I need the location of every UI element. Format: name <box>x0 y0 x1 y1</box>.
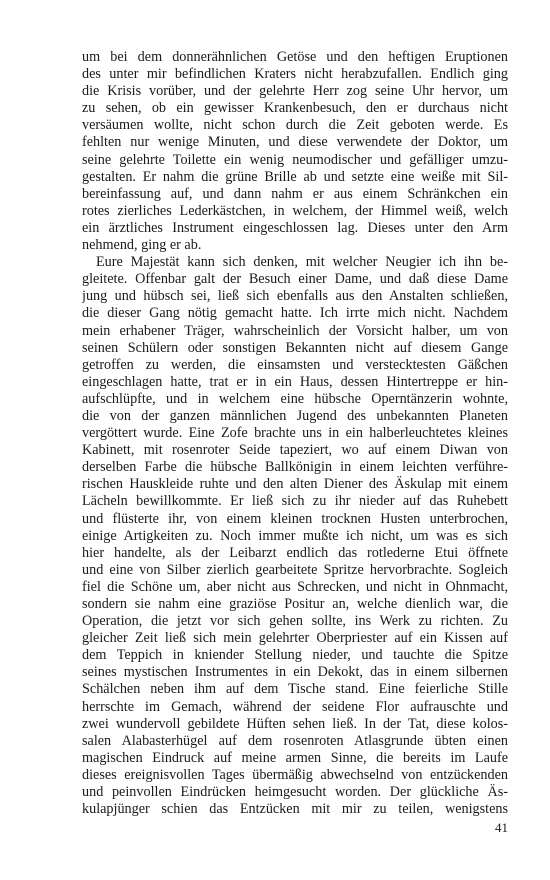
text-line: dem Teppich in kniender Stellung nieder, und tauchte die Spitze <box>82 647 508 664</box>
text-line: gleicher Zeit ließ sich mein gelehrter Oberpriester auf ein Kissen auf <box>82 630 508 647</box>
text-line: Eure Majestät kann sich denken, mit welcher Neugier ich ihn be- <box>96 254 508 271</box>
text-line: mein erhabener Träger, wahrscheinlich der Vorsicht halber, um von <box>82 322 508 339</box>
text-line: die von der ganzen männlichen Jugend des unbekannten Planeten <box>82 407 508 424</box>
text-line: rischen Hauskleide ruhte und den alten Diener des Äskulap mit einem <box>82 476 508 493</box>
text-line: nehmend, ging er ab. <box>82 237 202 254</box>
text-line: dieses ereignisvollen Tages übermäßig abwechselnd von entzückenden <box>82 766 508 783</box>
text-line: salen Alabasterhügel auf dem rosenroten Atlasgrunde übten einen <box>82 732 508 749</box>
text-line: und flüsterte ihr, von einem kleinen trocknen Husten unterbrochen, <box>82 510 508 527</box>
text-line: einige Artigkeiten zu. Noch immer mußte ich nicht, um was es sich <box>82 527 508 544</box>
text-line: die dieser Gang nötig gemacht hatte. Ich irrte mich nicht. Nachdem <box>82 305 508 322</box>
text-line: zwei wundervoll gebildete Hüften sehen ließ. In der Tat, diese kolos- <box>82 715 508 732</box>
text-line: zu sehen, ob ein gewisser Krankenbesuch, den er durchaus nicht <box>82 100 508 117</box>
text-line: gestalten. Er nahm die grüne Brille ab und setzte eine weiße mit Sil- <box>82 168 508 185</box>
text-line: die Krisis vorüber, und der gelehrte Herr zog seine Uhr hervor, um <box>82 83 508 100</box>
text-line: seines mystischen Instrumentes in ein Dekokt, das in einem silbernen <box>82 664 508 681</box>
text-line: jung und hübsch sei, ließ sich ebenfalls aus den Anstalten schließen, <box>82 288 508 305</box>
page-number: 41 <box>495 820 508 835</box>
text-line: um bei dem donnerähnlichen Getöse und den heftigen Eruptionen <box>82 49 508 65</box>
text-line: ein ärztliches Instrument eingeschlossen lag. Dieses unter den Arm <box>82 219 508 236</box>
text-line: Lächeln bewillkommte. Er ließ sich zu ihr nieder auf das Ruhebett <box>82 493 508 510</box>
paragraph <box>82 254 508 818</box>
text-line: herrschte im Gemach, während der seidene Flor aufrauschte und <box>82 698 508 715</box>
body-text <box>82 49 508 818</box>
text-line: aufschlüpfte, und in welchem eine hübsche Operntänzerin wohnte, <box>82 390 508 407</box>
text-line: rotes zierliches Lederkästchen, in welchem, der Himmel weiß, welch <box>82 202 508 219</box>
text-line: hier handelte, als der Leibarzt endlich das rotlederne Etui öffnete <box>82 544 508 561</box>
text-line: seine gelehrte Toilette ein wenig neumodischer und gefälliger umzu- <box>82 151 508 168</box>
text-line: derselben Farbe die hübsche Ballkönigin in einem leichten verführe- <box>82 459 508 476</box>
text-line: magischen Eindruck auf meine armen Sinne, die bereits im Laufe <box>82 749 508 766</box>
text-line: bereinfassung auf, und dann nahm er aus einem Schränkchen ein <box>82 185 508 202</box>
text-line: kulapjünger schien das Entzücken mit mir zu teilen, wenigstens <box>82 801 508 818</box>
text-line: des unter mir befindlichen Kraters nicht herabzufallen. Endlich ging <box>82 66 508 83</box>
text-line: versäumen wollte, nicht schon durch die Zeit geboten werde. Es <box>82 117 508 134</box>
paragraph <box>82 49 508 254</box>
text-line: Kabinett, mit rosenroter Seide tapeziert, wo auf einem Diwan von <box>82 442 508 459</box>
text-line: vergöttert wurde. Eine Zofe brachte uns in ein halberleuchtetes kleines <box>82 425 508 442</box>
text-line: gleitete. Offenbar galt der Besuch einer Dame, und daß diese Dame <box>82 271 508 288</box>
text-line: Schälchen neben ihm auf dem Tische stand. Eine feierliche Stille <box>82 681 508 698</box>
text-line: sondern sie nahm eine graziöse Positur an, welche dienlich war, die <box>82 596 508 612</box>
text-line: eingeschlagen hatte, trat er in ein Haus, dessen Hintertreppe er hin- <box>82 373 508 390</box>
text-line: und eine von Silber zierlich gearbeitete Spritze hervorbrachte. Sogleich <box>82 561 508 578</box>
text-line: fehlten nur wenige Minuten, und diese verwendete der Doktor, um <box>82 134 508 151</box>
text-line: Operation, die jetzt vor sich gehen sollte, ins Werk zu richten. Zu <box>82 613 508 630</box>
text-line: getroffen zu werden, die einsamsten und verstecktesten Gäßchen <box>82 356 508 373</box>
text-line: fiel die Schöne um, aber nicht aus Schrecken, und nicht in Ohnmacht, <box>82 578 508 595</box>
text-line: und peinvollen Eindrücken heimgesucht worden. Der glückliche Äs- <box>82 784 508 801</box>
text-line: seinen Schülern oder sonstigen Bekannten nicht auf diesem Gange <box>82 339 508 356</box>
